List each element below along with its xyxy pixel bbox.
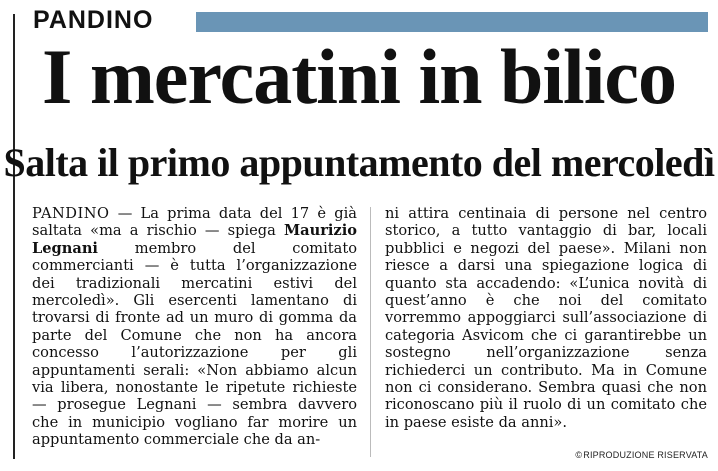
body-text-2: membro del comitato commercianti — è tutta l’organizzazione dei tradizionali mercatini estivi del mercoledì». Gli esercenti lamentano di trovarsi di fronte ad un muro di gomma da parte del Comune che non ha ancora concesso l’autorizzazione per gli appuntamenti serali: «Non abbiamo alcun via libera, nonostante le ripetute richieste — prosegue Legnani — sembra davvero che in municipio vogliano far morire un appuntamento commerciale che da an- (32, 239, 357, 449)
quoted-person-name: Maurizio Legnani (32, 222, 357, 257)
copyright-notice (575, 450, 708, 460)
section-kicker: PANDINO (33, 6, 154, 34)
article-column-2 (385, 205, 707, 431)
body-text-1: — La prima data del 17 è già saltata «ma a rischio — spiega (32, 205, 357, 240)
section-color-bar (196, 12, 708, 32)
copyright-icon: © (575, 450, 583, 460)
copyright-text: RIPRODUZIONE RISERVATA (583, 450, 708, 460)
column-divider (370, 207, 371, 457)
dateline: PANDINO (32, 205, 110, 222)
headline: I mercatini in bilico (41, 33, 677, 120)
subheadline: Salta il primo appuntamento del mercoledì (3, 140, 715, 185)
article-column-1 (32, 205, 357, 449)
body-text-3: ni attira centinaia di persone nel centro storico, a tutto vantaggio di bar, locali pubblici e negozi del paese». Milani non riesce a darsi una spiegazione logica di quanto sta accadendo: «L’unica novità di quest’anno è che noi del comitato vorremmo appoggiarci sull’associazione di categoria Asvicom che ci garantirebbe un sostegno nell’organizzazione senza richiederci un contributo. Ma in Comune non ci considerano. Sembra quasi che non riconoscano più il ruolo di un comitato che in paese esiste da anni». (385, 205, 707, 431)
